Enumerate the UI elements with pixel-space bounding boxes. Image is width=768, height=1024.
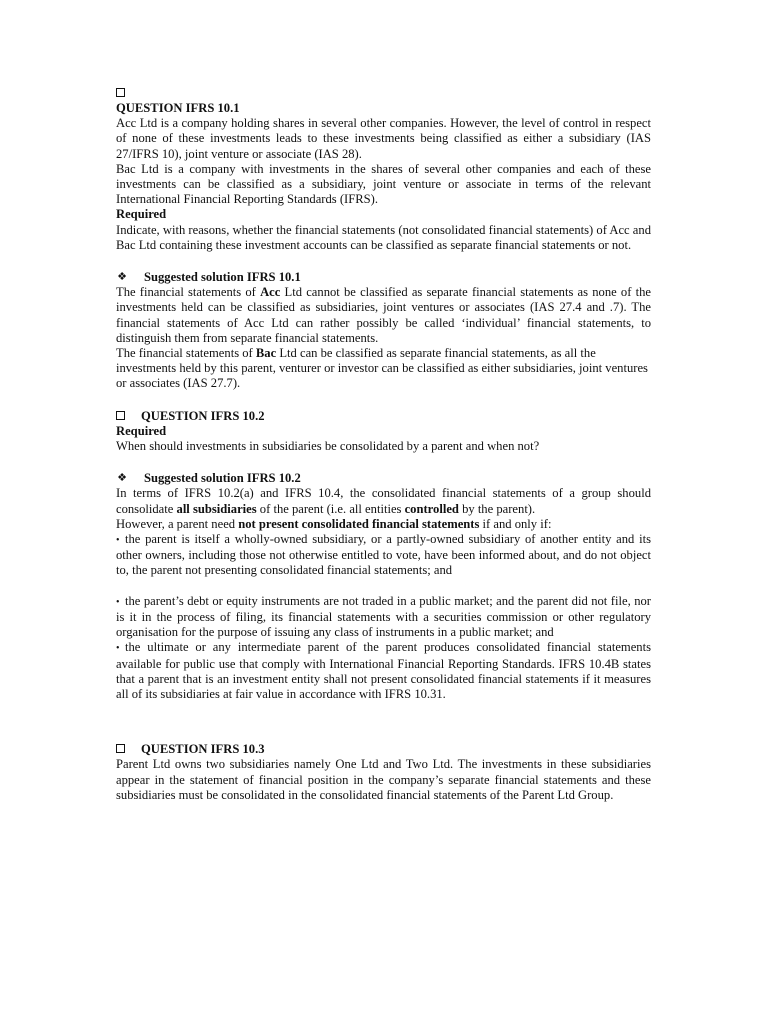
question-1-paragraph-1: Acc Ltd is a company holding shares in several other companies. However, the level of control in respect of none of these investments leads to these investments being classified as either a subsidiary (IAS 27/IFRS 10), joint venture or associate (IAS 28). <box>116 116 651 161</box>
solution-2-paragraph-1: In terms of IFRS 10.2(a) and IFRS 10.4, the consolidated financial statements of a group should consolidate all subsidiaries of the parent (i.e. all entities controlled by the parent). <box>116 486 651 516</box>
bullet-dot-icon: • <box>116 596 120 608</box>
question-1-title: QUESTION IFRS 10.1 <box>116 101 240 115</box>
question-2-title: QUESTION IFRS 10.2 <box>141 408 265 423</box>
solution-2-bullet-2: • the parent’s debt or equity instruments are not traded in a public market; and the parent did not file, nor is it in the process of filing, its financial statements with a securities commission or other regulatory organisation for the purpose of issuing any class of instruments in a public market; and <box>116 593 651 640</box>
question-3-title: QUESTION IFRS 10.3 <box>141 742 265 757</box>
question-1-required-label: Required <box>116 207 167 222</box>
question-2-heading <box>116 409 651 424</box>
solution-1-heading <box>116 270 651 285</box>
solution-2-paragraph-2: However, a parent need not present consolidated financial statements if and only if: <box>116 516 552 531</box>
checkbox-square-icon <box>116 411 125 420</box>
solution-2-heading <box>116 471 651 486</box>
checkbox-square-icon <box>116 744 125 753</box>
question-2-required-label: Required <box>116 423 167 438</box>
suggested-solution-ifrs-10-1 <box>116 270 651 392</box>
question-1-required-text: Indicate, with reasons, whether the financial statements (not consolidated financial statements) of Acc and Bac Ltd containing these investment accounts can be classified as separate financial statements or not. <box>116 222 651 252</box>
four-diamond-bullet-icon: ❖ <box>117 472 127 485</box>
solution-1-paragraph-2: The financial statements of Bac Ltd can be classified as separate financial statements, as all the investments held by this parent, venturer or investor can be classified as either subsidiaries, joint ventures or associates (IAS 27.7). <box>116 346 648 391</box>
question-1-marker <box>116 86 651 101</box>
suggested-solution-ifrs-10-2 <box>116 471 651 702</box>
bullet-dot-icon: • <box>116 535 120 547</box>
solution-2-title: Suggested solution IFRS 10.2 <box>144 471 301 486</box>
question-ifrs-10-2 <box>116 409 651 455</box>
question-3-paragraph-1: Parent Ltd owns two subsidiaries namely One Ltd and Two Ltd. The investments in these subsidiaries appear in the statement of financial position in the company’s separate financial statements and these subsidiaries must be consolidated in the consolidated financial statements of the Parent Ltd Group. <box>116 757 651 802</box>
question-ifrs-10-3 <box>116 742 651 803</box>
question-3-heading <box>116 742 651 757</box>
checkbox-square-icon <box>116 88 125 97</box>
question-1-paragraph-2: Bac Ltd is a company with investments in the shares of several other companies and each of these investments can be classified as a subsidiary, joint venture or associate in terms of the relevant International Financial Reporting Standards (IFRS). <box>116 161 651 207</box>
solution-1-paragraph-1: The financial statements of Acc Ltd cannot be classified as separate financial statements as none of the investments held can be classified as subsidiaries, joint ventures or associates (IAS 27.4 and .7). The financial statements of Acc Ltd can rather possibly be called ‘individual’ financial statements, to distinguish them from separate financial statements. <box>116 285 651 345</box>
question-2-required-text: When should investments in subsidiaries be consolidated by a parent and when not? <box>116 439 540 454</box>
bullet-dot-icon: • <box>116 643 120 655</box>
document-page <box>116 86 651 803</box>
question-ifrs-10-1 <box>116 86 651 253</box>
solution-2-bullet-3: • the ultimate or any intermediate parent of the parent produces consolidated financial statements available for public use that comply with International Financial Reporting Standards. IFRS 10.4B states that a parent that is an investment entity shall not present consolidated financial statements if it measures all of its subsidiaries at fair value in accordance with IFRS 10.31. <box>116 640 651 701</box>
solution-1-title: Suggested solution IFRS 10.1 <box>144 270 301 285</box>
four-diamond-bullet-icon: ❖ <box>117 271 127 284</box>
solution-2-bullet-1: • the parent is itself a wholly-owned subsidiary, or a partly-owned subsidiary of another entity and its other owners, including those not otherwise entitled to vote, have been informed about, and do not object to, the parent not presenting consolidated financial statements; and <box>116 532 651 578</box>
